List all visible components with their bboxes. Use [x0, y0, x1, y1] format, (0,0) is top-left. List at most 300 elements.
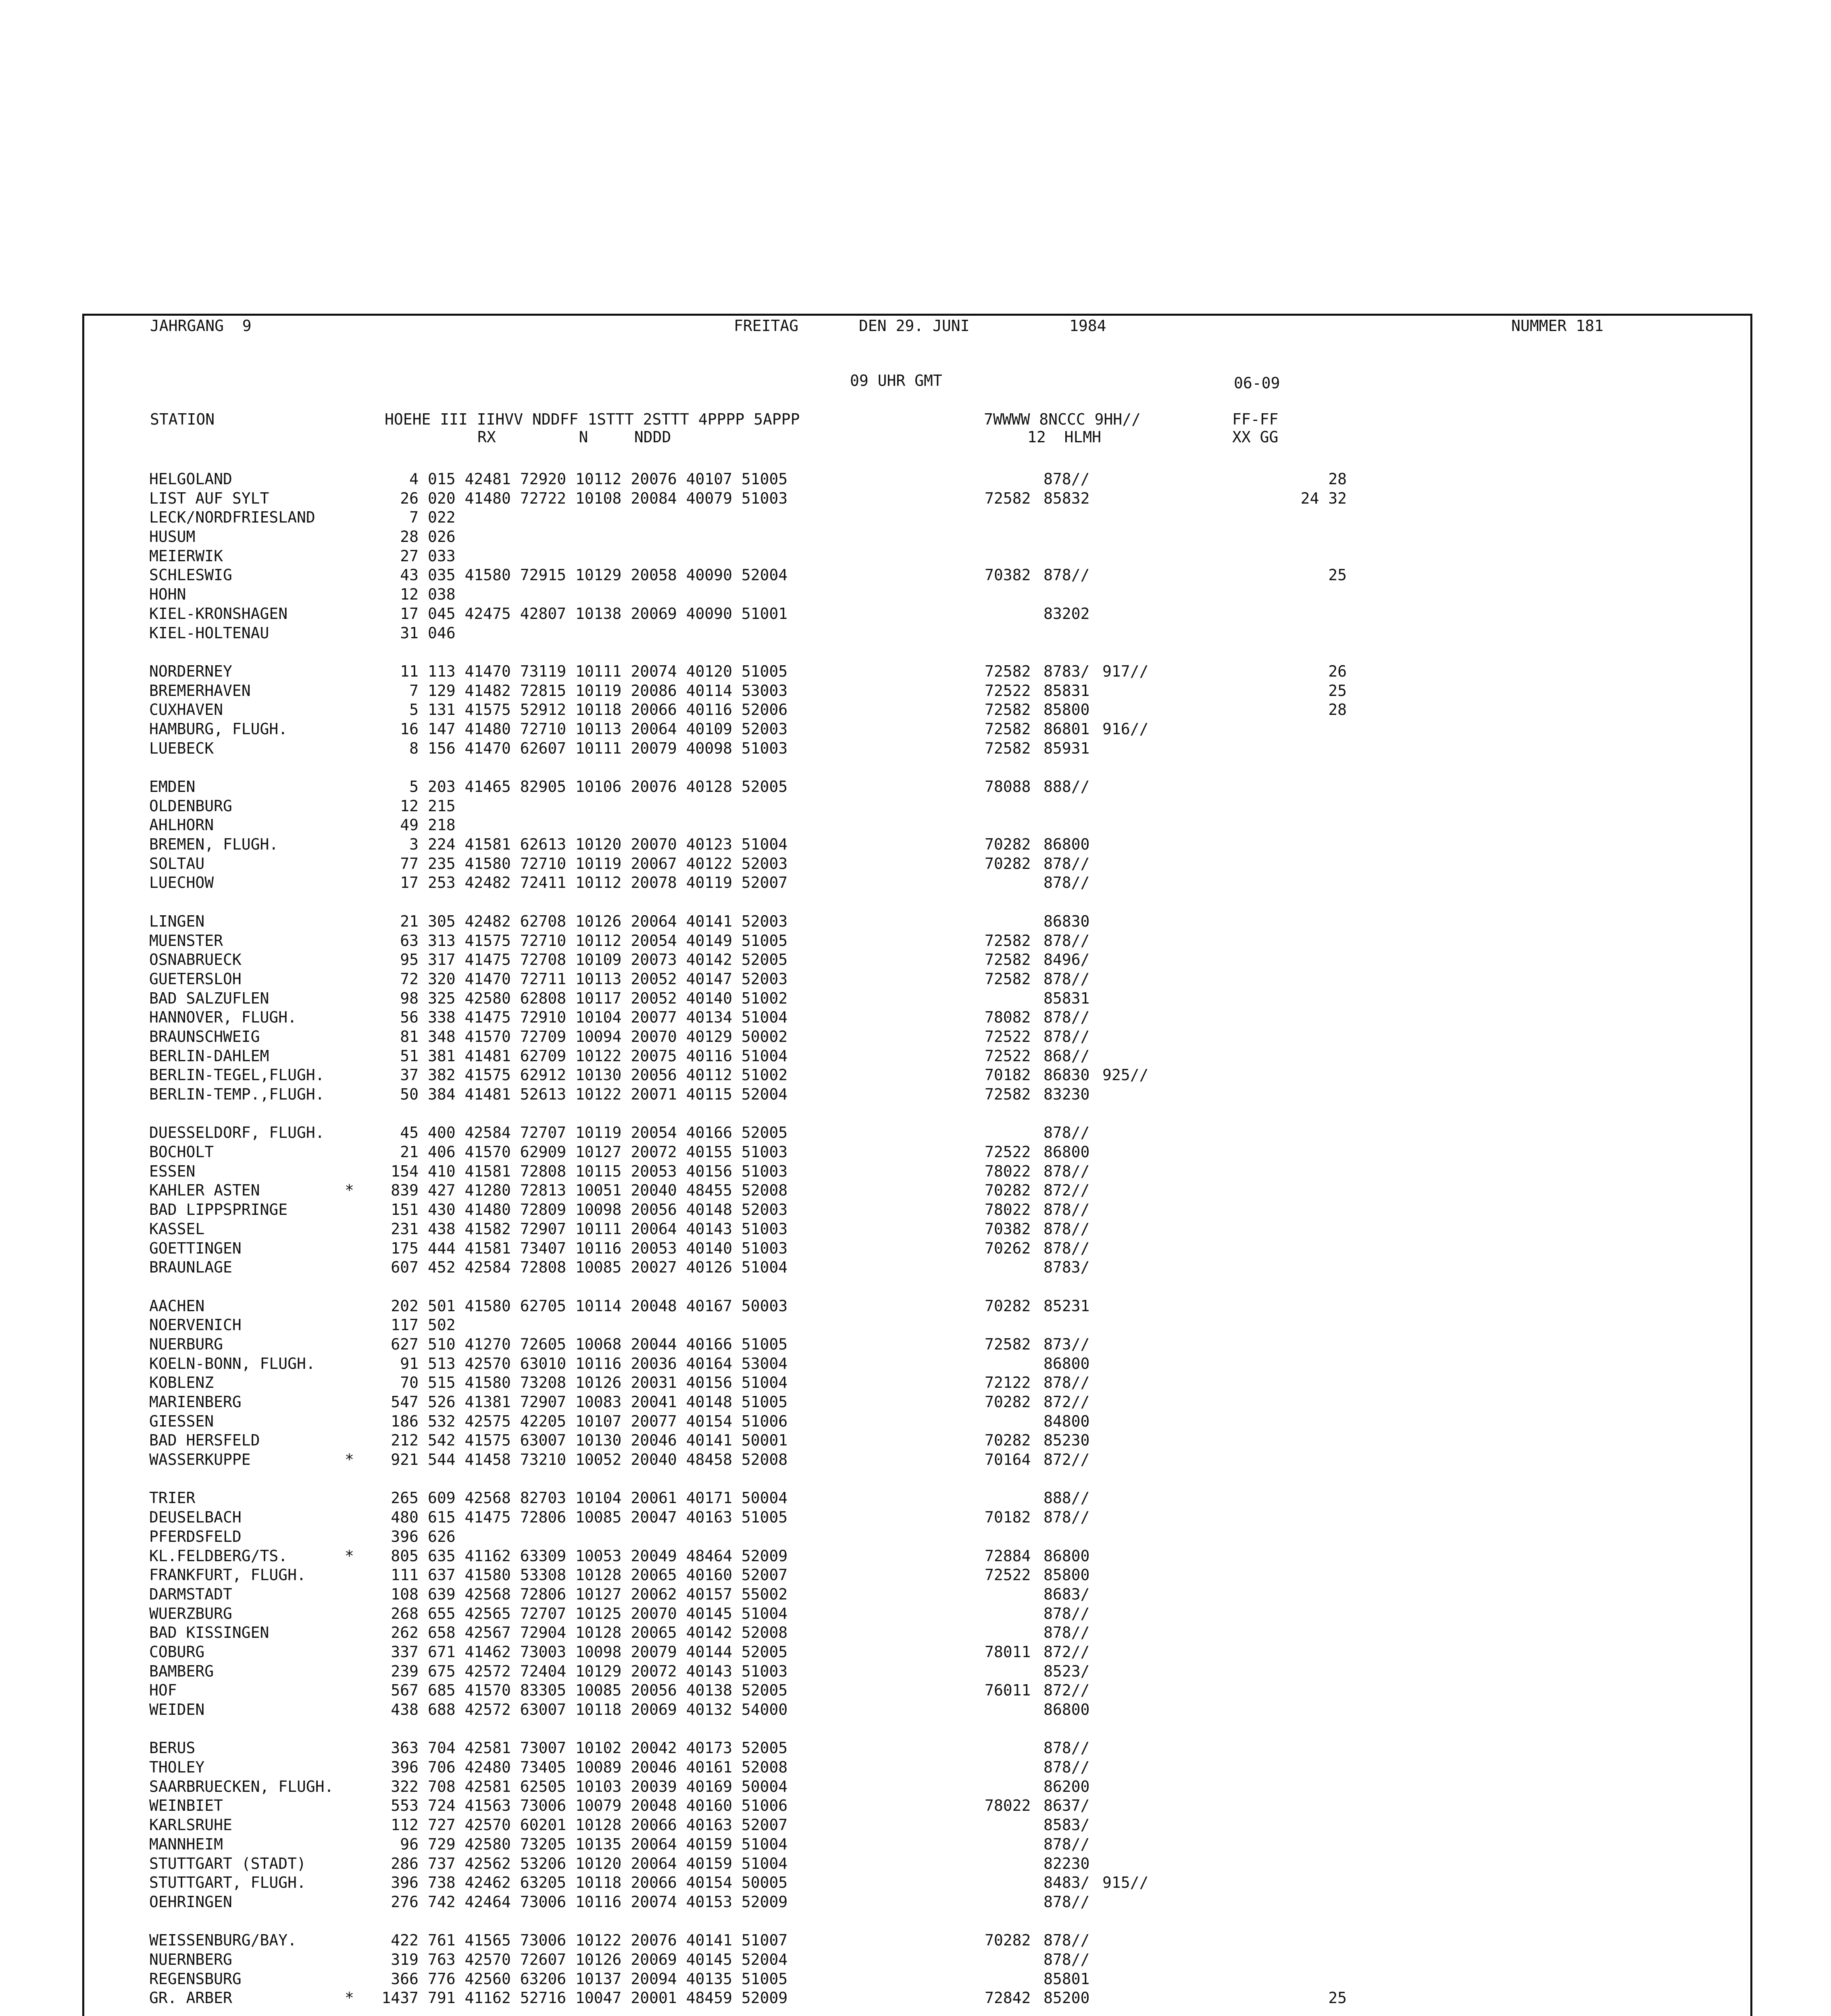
station-codes: 704 42581 73007 10102 20042 40173 52005: [428, 1739, 788, 1757]
station-codes: 313 41575 72710 10112 20054 40149 51005: [428, 931, 788, 950]
station-name: HAMBURG, FLUGH.: [149, 720, 288, 738]
column-ff: FF-FF: [1232, 410, 1279, 428]
station-height: 8: [409, 739, 419, 757]
station-height: 95: [400, 951, 419, 969]
station-height: 396: [391, 1527, 419, 1545]
station-height: 72: [400, 970, 419, 988]
group-8: 878//: [1044, 970, 1090, 988]
station-name: OLDENBURG: [149, 797, 232, 815]
station-name: MARIENBERG: [149, 1393, 242, 1411]
station-codes: 515 41580 73208 10126 20031 40156 51004: [428, 1374, 788, 1392]
group-7: 70182: [985, 1066, 1031, 1084]
station-codes: 615 41475 72806 10085 20047 40163 51005: [428, 1508, 788, 1527]
group-9: 916//: [1102, 720, 1149, 738]
station-codes: 305 42482 62708 10126 20064 40141 52003: [428, 912, 788, 930]
date: DEN 29. JUNI: [859, 317, 970, 335]
group-7: 70282: [985, 1393, 1031, 1411]
station-height: 239: [391, 1662, 419, 1680]
station-name: BERLIN-DAHLEM: [149, 1047, 269, 1065]
station-codes: 513 42570 63010 10116 20036 40164 53004: [428, 1354, 788, 1372]
station-name: BRAUNSCHWEIG: [149, 1027, 260, 1045]
station-codes: 688 42572 63007 10118 20069 40132 54000: [428, 1701, 788, 1718]
station-height: 286: [391, 1854, 419, 1872]
group-7: 70282: [985, 835, 1031, 854]
column-subcodes-3: XX GG: [1232, 428, 1279, 446]
station-height: 175: [391, 1239, 419, 1257]
station-height: 422: [391, 1931, 419, 1949]
group-8: 878//: [1044, 854, 1090, 873]
station-name: BREMEN, FLUGH.: [149, 835, 279, 854]
station-codes: 020 41480 72722 10108 20084 40079 51003: [428, 489, 788, 507]
station-codes: 430 41480 72809 10098 20056 40148 52003: [428, 1201, 788, 1219]
station-name: NORDERNEY: [149, 662, 232, 680]
group-7: 72582: [985, 662, 1031, 680]
weekday: FREITAG: [734, 317, 799, 335]
station-height: 17: [400, 874, 419, 892]
group-8: 878//: [1044, 1374, 1090, 1392]
station-height: 111: [391, 1566, 419, 1584]
station-name: SCHLESWIG: [149, 566, 232, 584]
station-name: BRAUNLAGE: [149, 1258, 232, 1277]
station-height: 112: [391, 1816, 419, 1834]
station-codes: 156 41470 62607 10111 20079 40098 51003: [428, 739, 788, 757]
station-height: 154: [391, 1162, 419, 1180]
group-8: 878//: [1044, 470, 1090, 488]
group-8: 878//: [1044, 931, 1090, 950]
station-height: 63: [400, 931, 419, 950]
station-codes: 501 41580 62705 10114 20048 40167 50003: [428, 1297, 788, 1315]
station-name: HANNOVER, FLUGH.: [149, 1008, 297, 1027]
station-name: EMDEN: [149, 778, 196, 796]
station-codes: 215: [428, 797, 456, 815]
station-height: 276: [391, 1893, 419, 1911]
station-codes: 033: [428, 547, 456, 565]
group-7: 72842: [985, 1989, 1031, 2007]
station-codes: 224 41581 62613 10120 20070 40123 51004: [428, 835, 788, 854]
jahrgang: JAHRGANG 9: [150, 317, 252, 335]
station-codes: 452 42584 72808 10085 20027 40126 51004: [428, 1258, 788, 1277]
station-codes: 637 41580 53308 10128 20065 40160 52007: [428, 1566, 788, 1584]
station-height: 839: [391, 1181, 419, 1200]
group-8: 878//: [1044, 1220, 1090, 1238]
group-8: 872//: [1044, 1393, 1090, 1411]
group-8: 8583/: [1044, 1816, 1090, 1834]
group-8: 86200: [1044, 1777, 1090, 1795]
station-name: ESSEN: [149, 1162, 196, 1180]
group-7: 72582: [985, 1335, 1031, 1353]
station-name: HUSUM: [149, 528, 196, 546]
group-7: 70182: [985, 1508, 1031, 1527]
group-8: 85801: [1044, 1970, 1090, 1988]
station-codes: 729 42580 73205 10135 20064 40159 51004: [428, 1835, 788, 1853]
group-8: 8523/: [1044, 1662, 1090, 1680]
group-8: 83230: [1044, 1085, 1090, 1103]
station-name: HOF: [149, 1681, 177, 1699]
station-name: AACHEN: [149, 1297, 205, 1315]
station-codes: 203 41465 82905 10106 20076 40128 52005: [428, 778, 788, 796]
station-height: 43: [400, 566, 419, 584]
station-name: OEHRINGEN: [149, 1893, 232, 1911]
group-7: 70382: [985, 1220, 1031, 1238]
group-8: 8783/: [1044, 662, 1090, 680]
station-height: 26: [400, 489, 419, 507]
station-codes: 502: [428, 1316, 456, 1334]
station-codes: 724 41563 73006 10079 20048 40160 51006: [428, 1797, 788, 1815]
station-codes: 708 42581 62505 10103 20039 40169 50004: [428, 1777, 788, 1795]
station-codes: 438 41582 72907 10111 20064 40143 51003: [428, 1220, 788, 1238]
station-height: 268: [391, 1604, 419, 1622]
station-codes: 218: [428, 816, 456, 834]
group-7: 72522: [985, 1047, 1031, 1065]
group-8: 878//: [1044, 1008, 1090, 1027]
station-codes: 410 41581 72808 10115 20053 40156 51003: [428, 1162, 788, 1180]
group-8: 878//: [1044, 1893, 1090, 1911]
station-height: 45: [400, 1124, 419, 1142]
station-name: STUTTGART (STADT): [149, 1854, 306, 1872]
station-codes: 685 41570 83305 10085 20056 40138 52005: [428, 1681, 788, 1699]
station-codes: 113 41470 73119 10111 20074 40120 51005: [428, 662, 788, 680]
group-8: 8496/: [1044, 951, 1090, 969]
group-7: 78011: [985, 1643, 1031, 1661]
station-name: PFERDSFELD: [149, 1527, 242, 1545]
group-7: 72582: [985, 739, 1031, 757]
station-height: 337: [391, 1643, 419, 1661]
station-codes: 015 42481 72920 10112 20076 40107 51005: [428, 470, 788, 488]
station-name: DARMSTADT: [149, 1585, 232, 1603]
station-name: WEIDEN: [149, 1701, 205, 1718]
station-name: WEINBIET: [149, 1797, 223, 1815]
column-codes-2: 7WWWW 8NCCC 9HH//: [984, 410, 1141, 428]
station-codes: 532 42575 42205 10107 20077 40154 51006: [428, 1412, 788, 1430]
station-height: 7: [409, 681, 419, 700]
station-name: KL.FELDBERG/TS.: [149, 1547, 288, 1565]
group-ff: 28: [1328, 470, 1347, 488]
station-codes: 738 42462 63205 10118 20066 40154 50005: [428, 1874, 788, 1892]
station-height: 202: [391, 1297, 419, 1315]
station-codes: 544 41458 73210 10052 20040 48458 52008: [428, 1451, 788, 1469]
station-codes: 400 42584 72707 10119 20054 40166 52005: [428, 1124, 788, 1142]
issue-number: NUMMER 181: [1511, 317, 1604, 335]
station-height: 21: [400, 912, 419, 930]
table-frame: [82, 314, 1752, 2016]
group-8: 878//: [1044, 1758, 1090, 1776]
station-name: KASSEL: [149, 1220, 205, 1238]
group-7: 78022: [985, 1201, 1031, 1219]
station-name: GUETERSLOH: [149, 970, 242, 988]
station-codes: 675 42572 72404 10129 20072 40143 51003: [428, 1662, 788, 1680]
station-name: COBURG: [149, 1643, 205, 1661]
group-8: 85831: [1044, 681, 1090, 700]
group-ff: 25: [1328, 1989, 1347, 2007]
station-height: 553: [391, 1797, 419, 1815]
station-height: 50: [400, 1085, 419, 1103]
station-name: NUERBURG: [149, 1335, 223, 1353]
station-codes: 427 41280 72813 10051 20040 48455 52008: [428, 1181, 788, 1200]
station-name: BAD KISSINGEN: [149, 1624, 269, 1642]
station-name: KAHLER ASTEN: [149, 1181, 260, 1200]
station-name: MUENSTER: [149, 931, 223, 950]
group-8: 888//: [1044, 1489, 1090, 1507]
group-8: 8637/: [1044, 1797, 1090, 1815]
station-height: 480: [391, 1508, 419, 1527]
station-codes: 317 41475 72708 10109 20073 40142 52005: [428, 951, 788, 969]
station-name: KOBLENZ: [149, 1374, 214, 1392]
group-8: 86800: [1044, 1354, 1090, 1372]
group-7: 72522: [985, 1027, 1031, 1045]
group-8: 86830: [1044, 912, 1090, 930]
group-8: 878//: [1044, 1162, 1090, 1180]
station-codes: 639 42568 72806 10127 20062 40157 55002: [428, 1585, 788, 1603]
group-7: 76011: [985, 1681, 1031, 1699]
group-8: 878//: [1044, 1624, 1090, 1642]
station-height: 27: [400, 547, 419, 565]
station-height: 21: [400, 1143, 419, 1161]
station-height: 366: [391, 1970, 419, 1988]
station-name: FRANKFURT, FLUGH.: [149, 1566, 306, 1584]
group-7: 70282: [985, 1297, 1031, 1315]
station-name: KOELN-BONN, FLUGH.: [149, 1354, 315, 1372]
station-name: DUESSELDORF, FLUGH.: [149, 1124, 325, 1142]
station-height: 1437: [381, 1989, 419, 2007]
station-height: 5: [409, 701, 419, 719]
group-7: 78022: [985, 1162, 1031, 1180]
station-height: 805: [391, 1547, 419, 1565]
group-7: 78082: [985, 1008, 1031, 1027]
mountain-station-mark: *: [345, 1547, 354, 1565]
column-codes: HOEHE III IIHVV NDDFF 1STTT 2STTT 4PPPP 5APPP: [385, 410, 800, 428]
report-period: 06-09: [1234, 374, 1280, 392]
station-codes: 381 41481 62709 10122 20075 40116 51004: [428, 1047, 788, 1065]
group-8: 872//: [1044, 1181, 1090, 1200]
station-name: BOCHOLT: [149, 1143, 214, 1161]
group-7: 72522: [985, 681, 1031, 700]
group-ff: 24 32: [1300, 489, 1347, 507]
station-codes: 131 41575 52912 10118 20066 40116 52006: [428, 701, 788, 719]
station-height: 396: [391, 1758, 419, 1776]
group-8: 878//: [1044, 1124, 1090, 1142]
station-height: 322: [391, 1777, 419, 1795]
group-9: 915//: [1102, 1874, 1149, 1892]
group-ff: 25: [1328, 681, 1347, 700]
station-name: REGENSBURG: [149, 1970, 242, 1988]
group-8: 85931: [1044, 739, 1090, 757]
group-7: 72122: [985, 1374, 1031, 1392]
group-8: 86830: [1044, 1066, 1090, 1084]
station-codes: 022: [428, 508, 456, 527]
station-name: GOETTINGEN: [149, 1239, 242, 1257]
group-7: 72582: [985, 701, 1031, 719]
station-name: WEISSENBURG/BAY.: [149, 1931, 297, 1949]
station-codes: 609 42568 82703 10104 20061 40171 50004: [428, 1489, 788, 1507]
station-codes: 382 41575 62912 10130 20056 40112 51002: [428, 1066, 788, 1084]
group-9: 925//: [1102, 1066, 1149, 1084]
station-codes: 737 42562 53206 10120 20064 40159 51004: [428, 1854, 788, 1872]
group-8: 85831: [1044, 989, 1090, 1007]
column-subcodes-2: 12 HLMH: [1027, 428, 1102, 446]
group-8: 878//: [1044, 1604, 1090, 1622]
station-name: TRIER: [149, 1489, 196, 1507]
group-7: 70382: [985, 566, 1031, 584]
column-subcodes: RX N NDDD: [477, 428, 671, 446]
group-8: 86800: [1044, 835, 1090, 854]
year: 1984: [1069, 317, 1106, 335]
station-height: 96: [400, 1835, 419, 1853]
group-8: 878//: [1044, 1950, 1090, 1968]
group-8: 878//: [1044, 1201, 1090, 1219]
station-height: 4: [409, 470, 419, 488]
group-7: 72582: [985, 1085, 1031, 1103]
station-name: BERLIN-TEMP.,FLUGH.: [149, 1085, 325, 1103]
group-8: 878//: [1044, 874, 1090, 892]
station-codes: 046: [428, 624, 456, 642]
group-8: 872//: [1044, 1681, 1090, 1699]
station-height: 5: [409, 778, 419, 796]
station-name: BAD HERSFELD: [149, 1431, 260, 1450]
report-time: 09 UHR GMT: [850, 372, 942, 389]
group-8: 878//: [1044, 1835, 1090, 1853]
station-height: 212: [391, 1431, 419, 1450]
station-codes: 026: [428, 528, 456, 546]
group-8: 888//: [1044, 778, 1090, 796]
station-height: 77: [400, 854, 419, 873]
station-name: GIESSEN: [149, 1412, 214, 1430]
station-codes: 742 42464 73006 10116 20074 40153 52009: [428, 1893, 788, 1911]
group-8: 873//: [1044, 1335, 1090, 1353]
group-8: 868//: [1044, 1047, 1090, 1065]
station-codes: 706 42480 73405 10089 20046 40161 52008: [428, 1758, 788, 1776]
station-name: AHLHORN: [149, 816, 214, 834]
station-name: BAMBERG: [149, 1662, 214, 1680]
group-7: 70164: [985, 1451, 1031, 1469]
group-7: 70262: [985, 1239, 1031, 1257]
station-height: 49: [400, 816, 419, 834]
station-name: BREMERHAVEN: [149, 681, 251, 700]
station-height: 31: [400, 624, 419, 642]
group-8: 8483/: [1044, 1874, 1090, 1892]
station-name: WASSERKUPPE: [149, 1451, 251, 1469]
station-codes: 045 42475 42807 10138 20069 40090 51001: [428, 604, 788, 623]
group-8: 872//: [1044, 1643, 1090, 1661]
station-height: 363: [391, 1739, 419, 1757]
station-height: 7: [409, 508, 419, 527]
station-codes: 510 41270 72605 10068 20044 40166 51005: [428, 1335, 788, 1353]
station-codes: 542 41575 63007 10130 20046 40141 50001: [428, 1431, 788, 1450]
station-height: 151: [391, 1201, 419, 1219]
station-codes: 635 41162 63309 10053 20049 48464 52009: [428, 1547, 788, 1565]
station-height: 11: [400, 662, 419, 680]
group-7: 70282: [985, 1931, 1031, 1949]
station-height: 28: [400, 528, 419, 546]
station-height: 438: [391, 1701, 419, 1718]
station-name: BAD LIPPSPRINGE: [149, 1201, 288, 1219]
station-name: GR. ARBER: [149, 1989, 232, 2007]
station-name: DEUSELBACH: [149, 1508, 242, 1527]
group-8: 878//: [1044, 1239, 1090, 1257]
group-8: 85832: [1044, 489, 1090, 507]
station-height: 186: [391, 1412, 419, 1430]
group-ff: 25: [1328, 566, 1347, 584]
station-height: 37: [400, 1066, 419, 1084]
station-height: 567: [391, 1681, 419, 1699]
station-height: 12: [400, 797, 419, 815]
station-name: CUXHAVEN: [149, 701, 223, 719]
group-8: 878//: [1044, 1931, 1090, 1949]
mountain-station-mark: *: [345, 1989, 354, 2007]
station-codes: 320 41470 72711 10113 20052 40147 52003: [428, 970, 788, 988]
station-name: LUEBECK: [149, 739, 214, 757]
mountain-station-mark: *: [345, 1181, 354, 1200]
station-name: SAARBRUECKEN, FLUGH.: [149, 1777, 334, 1795]
group-8: 878//: [1044, 1027, 1090, 1045]
group-8: 85800: [1044, 701, 1090, 719]
station-height: 81: [400, 1027, 419, 1045]
station-name: BERUS: [149, 1739, 196, 1757]
group-8: 84800: [1044, 1412, 1090, 1430]
group-8: 86800: [1044, 1547, 1090, 1565]
station-codes: 658 42567 72904 10128 20065 40142 52008: [428, 1624, 788, 1642]
station-name: NUERNBERG: [149, 1950, 232, 1968]
group-8: 86800: [1044, 1701, 1090, 1718]
station-codes: 444 41581 73407 10116 20053 40140 51003: [428, 1239, 788, 1257]
station-codes: 655 42565 72707 10125 20070 40145 51004: [428, 1604, 788, 1622]
station-codes: 671 41462 73003 10098 20079 40144 52005: [428, 1643, 788, 1661]
group-7: 72582: [985, 931, 1031, 950]
station-name: LIST AUF SYLT: [149, 489, 269, 507]
station-codes: 338 41475 72910 10104 20077 40134 51004: [428, 1008, 788, 1027]
group-7: 72582: [985, 489, 1031, 507]
column-station: STATION: [150, 410, 215, 428]
group-8: 872//: [1044, 1451, 1090, 1469]
station-codes: 038: [428, 585, 456, 604]
station-name: KIEL-KRONSHAGEN: [149, 604, 288, 623]
station-height: 91: [400, 1354, 419, 1372]
station-height: 265: [391, 1489, 419, 1507]
station-height: 117: [391, 1316, 419, 1334]
station-codes: 626: [428, 1527, 456, 1545]
station-codes: 406 41570 62909 10127 20072 40155 51003: [428, 1143, 788, 1161]
station-codes: 791 41162 52716 10047 20001 48459 52009: [428, 1989, 788, 2007]
station-codes: 035 41580 72915 10129 20058 40090 52004: [428, 566, 788, 584]
group-8: 85230: [1044, 1431, 1090, 1450]
group-8: 82230: [1044, 1854, 1090, 1872]
station-name: LINGEN: [149, 912, 205, 930]
group-7: 70282: [985, 854, 1031, 873]
station-height: 921: [391, 1451, 419, 1469]
group-7: 78088: [985, 778, 1031, 796]
group-7: 72884: [985, 1547, 1031, 1565]
station-codes: 348 41570 72709 10094 20070 40129 50002: [428, 1027, 788, 1045]
group-8: 878//: [1044, 566, 1090, 584]
station-height: 70: [400, 1374, 419, 1392]
group-8: 8783/: [1044, 1258, 1090, 1277]
station-height: 262: [391, 1624, 419, 1642]
station-codes: 235 41580 72710 10119 20067 40122 52003: [428, 854, 788, 873]
station-height: 56: [400, 1008, 419, 1027]
station-name: KARLSRUHE: [149, 1816, 232, 1834]
station-name: MEIERWIK: [149, 547, 223, 565]
group-8: 85800: [1044, 1566, 1090, 1584]
station-name: OSNABRUECK: [149, 951, 242, 969]
group-8: 85231: [1044, 1297, 1090, 1315]
station-codes: 325 42580 62808 10117 20052 40140 51002: [428, 989, 788, 1007]
group-9: 917//: [1102, 662, 1149, 680]
group-8: 878//: [1044, 1739, 1090, 1757]
group-7: 70282: [985, 1181, 1031, 1200]
station-name: SOLTAU: [149, 854, 205, 873]
station-name: HOHN: [149, 585, 186, 604]
station-height: 16: [400, 720, 419, 738]
station-name: BAD SALZUFLEN: [149, 989, 269, 1007]
